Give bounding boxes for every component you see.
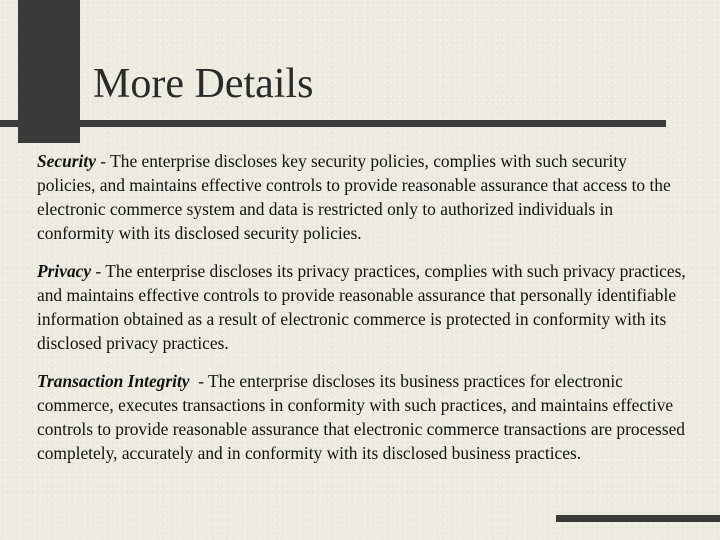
security-separator: - bbox=[95, 151, 111, 171]
slide-body bbox=[37, 149, 687, 479]
transaction-integrity-text: The enterprise discloses its business practices for electronic commerce, executes transactions in conformity with such practices, and maintains effective controls to provide reasonable assurance that electronic commerce transactions are processed completely, accurately and in conformity with its disclosed business practices. bbox=[37, 371, 686, 463]
bottom-divider bbox=[556, 515, 720, 522]
slide-title: More Details bbox=[93, 61, 314, 107]
transaction-integrity-paragraph bbox=[37, 369, 687, 465]
security-paragraph bbox=[37, 149, 687, 245]
privacy-paragraph bbox=[37, 259, 687, 355]
privacy-term: Privacy bbox=[37, 261, 92, 281]
title-divider bbox=[0, 120, 666, 127]
privacy-text: The enterprise discloses its privacy practices, complies with such privacy practices, and maintains effective controls to provide reasonable assurance that personally identifiable information obtained as a result of electronic commerce is protected in conformity with its disclosed privacy practices. bbox=[37, 261, 686, 353]
privacy-separator: - bbox=[91, 261, 106, 281]
security-term: Security bbox=[37, 151, 96, 171]
security-text: The enterprise discloses key security policies, complies with such security policies, and maintains effective controls to provide reasonable assurance that access to the electronic commerce system and data is restricted only to authorized individuals in conformity with its disclosed security policies. bbox=[37, 151, 671, 243]
transaction-integrity-separator: - bbox=[189, 371, 209, 391]
transaction-integrity-term: Transaction Integrity bbox=[37, 371, 190, 391]
